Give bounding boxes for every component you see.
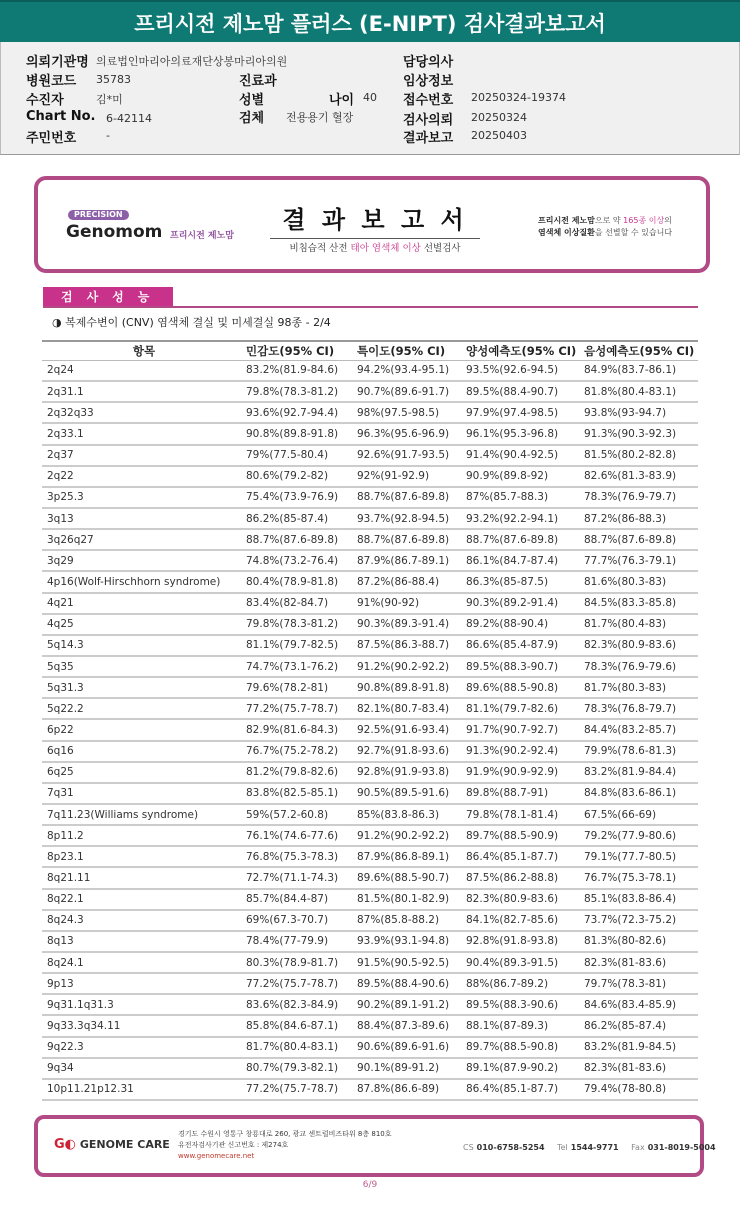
sensitivity-cell: 83.8%(82.5-85.1) bbox=[246, 783, 357, 804]
npv-cell: 88.7%(87.6-89.8) bbox=[584, 529, 698, 550]
specificity-cell: 91%(90-92) bbox=[357, 593, 466, 614]
npv-cell: 82.3%(81-83.6) bbox=[584, 1058, 698, 1079]
specificity-cell: 92.7%(91.8-93.6) bbox=[357, 741, 466, 762]
npv-cell: 81.3%(80-82.6) bbox=[584, 931, 698, 952]
ppv-cell: 87%(85.7-88.3) bbox=[466, 487, 584, 508]
ppv-cell: 97.9%(97.4-98.5) bbox=[466, 402, 584, 423]
specificity-cell: 89.5%(88.4-90.6) bbox=[357, 973, 466, 994]
item-cell: 2q37 bbox=[42, 445, 246, 466]
specificity-cell: 90.2%(89.1-91.2) bbox=[357, 994, 466, 1015]
table-row bbox=[42, 1037, 698, 1058]
item-cell: 3p25.3 bbox=[42, 487, 246, 508]
npv-cell: 67.5%(66-69) bbox=[584, 804, 698, 825]
sensitivity-cell: 80.6%(79.2-82) bbox=[246, 466, 357, 487]
sensitivity-cell: 79.8%(78.3-81.2) bbox=[246, 614, 357, 635]
sensitivity-cell: 82.9%(81.6-84.3) bbox=[246, 719, 357, 740]
ppv-cell: 89.7%(88.5-90.9) bbox=[466, 825, 584, 846]
specificity-cell: 91.5%(90.5-92.5) bbox=[357, 952, 466, 973]
specificity-cell: 92.5%(91.6-93.4) bbox=[357, 719, 466, 740]
section-subtitle: ◑ 복제수변이 (CNV) 염색체 결실 및 미세결실 98종 - 2/4 bbox=[52, 316, 331, 329]
report-date-label: 결과보고 bbox=[403, 131, 454, 146]
item-cell: 5q31.3 bbox=[42, 677, 246, 698]
item-cell: 4q25 bbox=[42, 614, 246, 635]
ppv-cell: 91.9%(90.9-92.9) bbox=[466, 762, 584, 783]
npv-cell: 78.3%(76.9-79.7) bbox=[584, 487, 698, 508]
sensitivity-cell: 81.7%(80.4-83.1) bbox=[246, 1037, 357, 1058]
ppv-cell: 82.3%(80.9-83.6) bbox=[466, 889, 584, 910]
specificity-cell: 90.1%(89-91.2) bbox=[357, 1058, 466, 1079]
ppv-cell: 87.5%(86.2-88.8) bbox=[466, 867, 584, 888]
page-number: 6/9 bbox=[362, 1180, 378, 1190]
specificity-cell: 90.3%(89.3-91.4) bbox=[357, 614, 466, 635]
item-cell: 2q24 bbox=[42, 360, 246, 381]
ppv-cell: 89.5%(88.4-90.7) bbox=[466, 381, 584, 402]
receipt-value: 20250324-19374 bbox=[471, 91, 566, 104]
table-row bbox=[42, 466, 698, 487]
license: 유전자검사기관 신고번호 : 제274호 bbox=[178, 1141, 289, 1149]
table-row bbox=[42, 529, 698, 550]
npv-cell: 82.3%(80.9-83.6) bbox=[584, 635, 698, 656]
banner-tagline: 프리시전 제노맘으로 약 165종 이상의 염색체 이상질환을 선별할 수 있습니다 bbox=[538, 216, 673, 237]
sensitivity-cell: 80.4%(78.9-81.8) bbox=[246, 571, 357, 592]
ppv-cell: 91.4%(90.4-92.5) bbox=[466, 445, 584, 466]
sensitivity-cell: 77.2%(75.7-78.7) bbox=[246, 973, 357, 994]
genomom-logo: Genomom bbox=[66, 222, 163, 242]
item-cell: 8p23.1 bbox=[42, 846, 246, 867]
fax-number: 031-8019-5004 bbox=[647, 1143, 716, 1152]
ppv-cell: 84.1%(82.7-85.6) bbox=[466, 910, 584, 931]
sensitivity-cell: 90.8%(89.8-91.8) bbox=[246, 423, 357, 444]
sensitivity-cell: 77.2%(75.7-78.7) bbox=[246, 1079, 357, 1100]
contact-info: CS 010-6758-5254 Tel 1544-9771 Fax 031-8019-5004 bbox=[463, 1143, 716, 1152]
npv-cell: 76.7%(75.3-78.1) bbox=[584, 867, 698, 888]
sensitivity-cell: 72.7%(71.1-74.3) bbox=[246, 867, 357, 888]
table-row bbox=[42, 402, 698, 423]
specificity-cell: 88.7%(87.6-89.8) bbox=[357, 487, 466, 508]
ppv-cell: 86.6%(85.4-87.9) bbox=[466, 635, 584, 656]
ppv-cell: 91.7%(90.7-92.7) bbox=[466, 719, 584, 740]
specificity-cell: 87.5%(86.3-88.7) bbox=[357, 635, 466, 656]
item-cell: 9p13 bbox=[42, 973, 246, 994]
dept-label: 진료과 bbox=[239, 74, 277, 89]
chart-value: 6-42114 bbox=[106, 112, 152, 125]
specificity-cell: 87.9%(86.7-89.1) bbox=[357, 550, 466, 571]
ppv-cell: 96.1%(95.3-96.8) bbox=[466, 423, 584, 444]
specificity-cell: 92.6%(91.7-93.5) bbox=[357, 445, 466, 466]
report-banner bbox=[34, 176, 710, 273]
specificity-cell: 91.2%(90.2-92.2) bbox=[357, 825, 466, 846]
table-row bbox=[42, 677, 698, 698]
report-title: 프리시전 제노맘 플러스 (E-NIPT) 검사결과보고서 bbox=[0, 0, 740, 42]
npv-cell: 79.7%(78.3-81) bbox=[584, 973, 698, 994]
npv-cell: 79.1%(77.7-80.5) bbox=[584, 846, 698, 867]
age-label: 나이 bbox=[329, 93, 355, 108]
table-row bbox=[42, 783, 698, 804]
doctor-label: 담당의사 bbox=[403, 55, 454, 70]
item-cell: 8q24.3 bbox=[42, 910, 246, 931]
table-row bbox=[42, 973, 698, 994]
specificity-cell: 98%(97.5-98.5) bbox=[357, 402, 466, 423]
table-row bbox=[42, 423, 698, 444]
npv-cell: 83.2%(81.9-84.5) bbox=[584, 1037, 698, 1058]
npv-cell: 78.3%(76.9-79.6) bbox=[584, 656, 698, 677]
item-cell: 8p11.2 bbox=[42, 825, 246, 846]
sensitivity-cell: 77.2%(75.7-78.7) bbox=[246, 698, 357, 719]
item-cell: 9q22.3 bbox=[42, 1037, 246, 1058]
ppv-cell: 89.2%(88-90.4) bbox=[466, 614, 584, 635]
specificity-cell: 90.7%(89.6-91.7) bbox=[357, 381, 466, 402]
ppv-cell: 89.1%(87.9-90.2) bbox=[466, 1058, 584, 1079]
hospital-code-label: 병원코드 bbox=[26, 74, 77, 89]
website-link[interactable]: www.genomecare.net bbox=[178, 1152, 255, 1160]
rrn-value: - bbox=[106, 129, 110, 142]
table-row bbox=[42, 360, 698, 381]
specificity-cell: 87.9%(86.8-89.1) bbox=[357, 846, 466, 867]
specificity-cell: 82.1%(80.7-83.4) bbox=[357, 698, 466, 719]
address: 경기도 수원시 영통구 창룡대로 260, 광교 센트럴비즈타워 8층 810호 bbox=[178, 1130, 392, 1138]
npv-cell: 87.2%(86-88.3) bbox=[584, 508, 698, 529]
table-row bbox=[42, 1058, 698, 1079]
sensitivity-cell: 69%(67.3-70.7) bbox=[246, 910, 357, 931]
npv-cell: 81.8%(80.4-83.1) bbox=[584, 381, 698, 402]
request-value: 20250324 bbox=[471, 111, 527, 124]
table-row bbox=[42, 762, 698, 783]
sex-label: 성별 bbox=[239, 93, 265, 108]
ppv-cell: 79.8%(78.1-81.4) bbox=[466, 804, 584, 825]
patient-info-panel bbox=[0, 42, 740, 155]
table-row bbox=[42, 719, 698, 740]
item-cell: 5q14.3 bbox=[42, 635, 246, 656]
specificity-cell: 96.3%(95.6-96.9) bbox=[357, 423, 466, 444]
request-label: 검사의뢰 bbox=[403, 113, 454, 128]
ppv-cell: 92.8%(91.8-93.8) bbox=[466, 931, 584, 952]
ppv-cell: 89.7%(88.5-90.8) bbox=[466, 1037, 584, 1058]
col-sensitivity: 민감도(95% CI) bbox=[246, 341, 357, 360]
sensitivity-cell: 81.1%(79.7-82.5) bbox=[246, 635, 357, 656]
sensitivity-cell: 74.8%(73.2-76.4) bbox=[246, 550, 357, 571]
item-cell: 3q26q27 bbox=[42, 529, 246, 550]
table-row bbox=[42, 910, 698, 931]
table-row bbox=[42, 571, 698, 592]
table-row bbox=[42, 635, 698, 656]
specificity-cell: 89.6%(88.5-90.7) bbox=[357, 867, 466, 888]
sensitivity-cell: 76.8%(75.3-78.3) bbox=[246, 846, 357, 867]
ppv-cell: 89.5%(88.3-90.6) bbox=[466, 994, 584, 1015]
item-cell: 7q11.23(Williams syndrome) bbox=[42, 804, 246, 825]
sensitivity-cell: 85.7%(84.4-87) bbox=[246, 889, 357, 910]
ppv-cell: 93.5%(92.6-94.5) bbox=[466, 360, 584, 381]
npv-cell: 84.4%(83.2-85.7) bbox=[584, 719, 698, 740]
cs-number: 010-6758-5254 bbox=[476, 1143, 545, 1152]
item-cell: 9q34 bbox=[42, 1058, 246, 1079]
npv-cell: 84.8%(83.6-86.1) bbox=[584, 783, 698, 804]
specificity-cell: 85%(83.8-86.3) bbox=[357, 804, 466, 825]
sensitivity-cell: 85.8%(84.6-87.1) bbox=[246, 1015, 357, 1036]
sensitivity-cell: 86.2%(85-87.4) bbox=[246, 508, 357, 529]
table-row bbox=[42, 508, 698, 529]
ppv-cell: 89.8%(88.7-91) bbox=[466, 783, 584, 804]
table-row bbox=[42, 994, 698, 1015]
company-info bbox=[178, 1129, 392, 1162]
item-cell: 2q32q33 bbox=[42, 402, 246, 423]
table-row bbox=[42, 593, 698, 614]
npv-cell: 86.2%(85-87.4) bbox=[584, 1015, 698, 1036]
item-cell: 6q25 bbox=[42, 762, 246, 783]
banner-subtitle: 비침습적 산전 태아 염색체 이상 선별검사 bbox=[289, 243, 461, 254]
sensitivity-cell: 80.3%(78.9-81.7) bbox=[246, 952, 357, 973]
table-row bbox=[42, 889, 698, 910]
table-header bbox=[42, 341, 698, 360]
npv-cell: 84.5%(83.3-85.8) bbox=[584, 593, 698, 614]
npv-cell: 77.7%(76.3-79.1) bbox=[584, 550, 698, 571]
item-cell: 8q22.1 bbox=[42, 889, 246, 910]
npv-cell: 91.3%(90.3-92.3) bbox=[584, 423, 698, 444]
sensitivity-cell: 79.8%(78.3-81.2) bbox=[246, 381, 357, 402]
specificity-cell: 93.7%(92.8-94.5) bbox=[357, 508, 466, 529]
npv-cell: 78.3%(76.8-79.7) bbox=[584, 698, 698, 719]
table-row bbox=[42, 804, 698, 825]
chart-label: Chart No. bbox=[26, 109, 96, 124]
specificity-cell: 81.5%(80.1-82.9) bbox=[357, 889, 466, 910]
footer bbox=[34, 1115, 716, 1177]
item-cell: 5q22.2 bbox=[42, 698, 246, 719]
sensitivity-cell: 83.2%(81.9-84.6) bbox=[246, 360, 357, 381]
item-cell: 5q35 bbox=[42, 656, 246, 677]
table-row bbox=[42, 698, 698, 719]
ppv-cell: 91.3%(90.2-92.4) bbox=[466, 741, 584, 762]
col-npv: 음성예측도(95% CI) bbox=[584, 341, 698, 360]
sensitivity-cell: 88.7%(87.6-89.8) bbox=[246, 529, 357, 550]
genomom-logo-ko: 프리시전 제노맘 bbox=[170, 231, 234, 241]
specimen-label: 검체 bbox=[239, 111, 265, 126]
table-row bbox=[42, 741, 698, 762]
npv-cell: 93.8%(93-94.7) bbox=[584, 402, 698, 423]
col-ppv: 양성예측도(95% CI) bbox=[466, 341, 584, 360]
specificity-cell: 88.7%(87.6-89.8) bbox=[357, 529, 466, 550]
ppv-cell: 89.6%(88.5-90.8) bbox=[466, 677, 584, 698]
sensitivity-cell: 79.6%(78.2-81) bbox=[246, 677, 357, 698]
npv-cell: 85.1%(83.8-86.4) bbox=[584, 889, 698, 910]
sensitivity-cell: 59%(57.2-60.8) bbox=[246, 804, 357, 825]
patient-label: 수진자 bbox=[26, 93, 64, 108]
item-cell: 10p11.21p12.31 bbox=[42, 1079, 246, 1100]
table-row bbox=[42, 614, 698, 635]
sensitivity-cell: 74.7%(73.1-76.2) bbox=[246, 656, 357, 677]
sensitivity-cell: 93.6%(92.7-94.4) bbox=[246, 402, 357, 423]
ppv-cell: 88%(86.7-89.2) bbox=[466, 973, 584, 994]
patient-value: 김*미 bbox=[96, 93, 123, 106]
ppv-cell: 86.1%(84.7-87.4) bbox=[466, 550, 584, 571]
rrn-label: 주민번호 bbox=[26, 131, 77, 146]
col-item: 항목 bbox=[42, 341, 246, 360]
npv-cell: 79.2%(77.9-80.6) bbox=[584, 825, 698, 846]
item-cell: 9q33.3q34.11 bbox=[42, 1015, 246, 1036]
table-row bbox=[42, 487, 698, 508]
genome-care-logo: G◐ GENOME CARE bbox=[54, 1137, 170, 1152]
ppv-cell: 88.7%(87.6-89.8) bbox=[466, 529, 584, 550]
age-value: 40 bbox=[363, 91, 377, 104]
ppv-cell: 89.5%(88.3-90.7) bbox=[466, 656, 584, 677]
ppv-cell: 90.9%(89.8-92) bbox=[466, 466, 584, 487]
sensitivity-cell: 76.7%(75.2-78.2) bbox=[246, 741, 357, 762]
specificity-cell: 93.9%(93.1-94.8) bbox=[357, 931, 466, 952]
hospital-code-value: 35783 bbox=[96, 73, 131, 86]
ppv-cell: 86.4%(85.1-87.7) bbox=[466, 846, 584, 867]
item-cell: 4q21 bbox=[42, 593, 246, 614]
col-specificity: 특이도(95% CI) bbox=[357, 341, 466, 360]
npv-cell: 73.7%(72.3-75.2) bbox=[584, 910, 698, 931]
npv-cell: 84.6%(83.4-85.9) bbox=[584, 994, 698, 1015]
item-cell: 3q13 bbox=[42, 508, 246, 529]
specificity-cell: 91.2%(90.2-92.2) bbox=[357, 656, 466, 677]
ppv-cell: 88.1%(87-89.3) bbox=[466, 1015, 584, 1036]
specificity-cell: 92%(91-92.9) bbox=[357, 466, 466, 487]
table-row bbox=[42, 550, 698, 571]
npv-cell: 81.7%(80.4-83) bbox=[584, 614, 698, 635]
ppv-cell: 90.3%(89.2-91.4) bbox=[466, 593, 584, 614]
ppv-cell: 86.3%(85-87.5) bbox=[466, 571, 584, 592]
specimen-value: 전용용기 혈장 bbox=[286, 111, 354, 124]
item-cell: 7q31 bbox=[42, 783, 246, 804]
ppv-cell: 93.2%(92.2-94.1) bbox=[466, 508, 584, 529]
specificity-cell: 90.6%(89.6-91.6) bbox=[357, 1037, 466, 1058]
npv-cell: 83.2%(81.9-84.4) bbox=[584, 762, 698, 783]
npv-cell: 79.4%(78-80.8) bbox=[584, 1079, 698, 1100]
institution-label: 의뢰기관명 bbox=[26, 55, 89, 70]
sensitivity-cell: 80.7%(79.3-82.1) bbox=[246, 1058, 357, 1079]
specificity-cell: 87%(85.8-88.2) bbox=[357, 910, 466, 931]
item-cell: 8q13 bbox=[42, 931, 246, 952]
precision-badge: PRECISION bbox=[68, 210, 129, 220]
ppv-cell: 81.1%(79.7-82.6) bbox=[466, 698, 584, 719]
specificity-cell: 94.2%(93.4-95.1) bbox=[357, 360, 466, 381]
table-row bbox=[42, 1079, 698, 1100]
institution-value: 의료법인마리아의료재단상봉마리아의원 bbox=[96, 55, 288, 68]
specificity-cell: 88.4%(87.3-89.6) bbox=[357, 1015, 466, 1036]
table-row bbox=[42, 445, 698, 466]
npv-cell: 84.9%(83.7-86.1) bbox=[584, 360, 698, 381]
sensitivity-cell: 83.4%(82-84.7) bbox=[246, 593, 357, 614]
npv-cell: 81.7%(80.3-83) bbox=[584, 677, 698, 698]
item-cell: 2q33.1 bbox=[42, 423, 246, 444]
specificity-cell: 92.8%(91.9-93.8) bbox=[357, 762, 466, 783]
table-row bbox=[42, 656, 698, 677]
npv-cell: 81.5%(80.2-82.8) bbox=[584, 445, 698, 466]
table-row bbox=[42, 825, 698, 846]
sensitivity-cell: 81.2%(79.8-82.6) bbox=[246, 762, 357, 783]
sensitivity-cell: 78.4%(77-79.9) bbox=[246, 931, 357, 952]
sensitivity-cell: 79%(77.5-80.4) bbox=[246, 445, 357, 466]
npv-cell: 82.3%(81-83.6) bbox=[584, 952, 698, 973]
table-row bbox=[42, 381, 698, 402]
ppv-cell: 86.4%(85.1-87.7) bbox=[466, 1079, 584, 1100]
item-cell: 2q22 bbox=[42, 466, 246, 487]
banner-title: 결 과 보 고 서 bbox=[270, 200, 480, 239]
npv-cell: 79.9%(78.6-81.3) bbox=[584, 741, 698, 762]
npv-cell: 81.6%(80.3-83) bbox=[584, 571, 698, 592]
sensitivity-cell: 83.6%(82.3-84.9) bbox=[246, 994, 357, 1015]
table-row bbox=[42, 952, 698, 973]
performance-table bbox=[42, 340, 698, 1101]
specificity-cell: 90.5%(89.5-91.6) bbox=[357, 783, 466, 804]
section-tab: 검사성능 bbox=[43, 287, 173, 307]
table-row bbox=[42, 846, 698, 867]
item-cell: 8q24.1 bbox=[42, 952, 246, 973]
specificity-cell: 87.2%(86-88.4) bbox=[357, 571, 466, 592]
specificity-cell: 87.8%(86.6-89) bbox=[357, 1079, 466, 1100]
table-row bbox=[42, 1015, 698, 1036]
item-cell: 6q16 bbox=[42, 741, 246, 762]
item-cell: 8q21.11 bbox=[42, 867, 246, 888]
clinical-label: 임상정보 bbox=[403, 74, 454, 89]
sensitivity-cell: 75.4%(73.9-76.9) bbox=[246, 487, 357, 508]
tel-number: 1544-9771 bbox=[570, 1143, 619, 1152]
item-cell: 2q31.1 bbox=[42, 381, 246, 402]
item-cell: 6p22 bbox=[42, 719, 246, 740]
table-row bbox=[42, 867, 698, 888]
specificity-cell: 90.8%(89.8-91.8) bbox=[357, 677, 466, 698]
report-date-value: 20250403 bbox=[471, 129, 527, 142]
ppv-cell: 90.4%(89.3-91.5) bbox=[466, 952, 584, 973]
item-cell: 4p16(Wolf-Hirschhorn syndrome) bbox=[42, 571, 246, 592]
section-divider bbox=[43, 306, 698, 308]
item-cell: 9q31.1q31.3 bbox=[42, 994, 246, 1015]
item-cell: 3q29 bbox=[42, 550, 246, 571]
sensitivity-cell: 76.1%(74.6-77.6) bbox=[246, 825, 357, 846]
receipt-label: 접수번호 bbox=[403, 93, 454, 108]
npv-cell: 82.6%(81.3-83.9) bbox=[584, 466, 698, 487]
table-row bbox=[42, 931, 698, 952]
